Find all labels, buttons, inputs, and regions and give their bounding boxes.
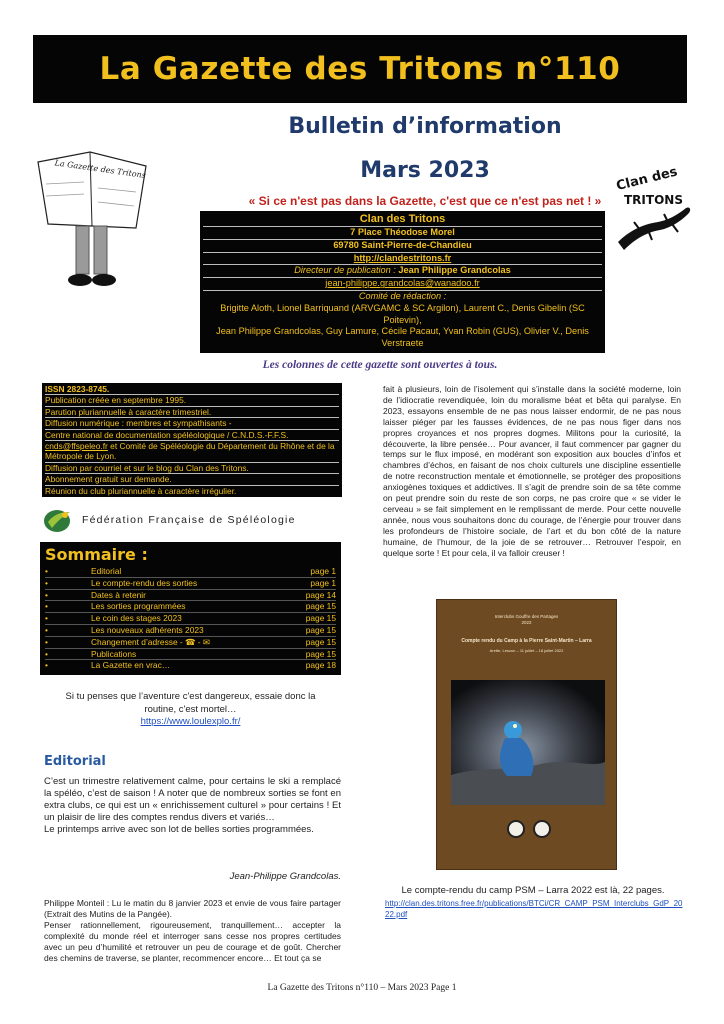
- issn-line: Diffusion numérique : membres et sympathisants -: [45, 418, 339, 429]
- toc-item-page: page 14: [305, 589, 336, 600]
- toc-item-label: Les nouveaux adhérents 2023: [91, 624, 204, 635]
- club-name: Clan des Tritons: [203, 213, 602, 227]
- toc-item-label: La Gazette en vrac…: [91, 660, 171, 671]
- toc-item-page: page 1: [310, 566, 336, 576]
- toc-item-page: page 15: [305, 601, 336, 612]
- toc-item-label: Publications: [91, 648, 137, 659]
- cover-header-line-1: Interclubs Gouffre des Partages: [494, 614, 559, 619]
- ffs-logo-banner: [42, 505, 342, 535]
- toc-item[interactable]: [45, 660, 336, 671]
- toc-title: Sommaire :: [45, 545, 148, 564]
- camp-report-cover[interactable]: [436, 599, 617, 870]
- issn-email-suffix: et Comité de Spéléologie du Département du Rhône et de la Métropole de Lyon.: [45, 441, 335, 462]
- issn-line: Réunion du club pluriannuelle à caractère irrégulier.: [45, 485, 237, 496]
- toc-bullet: •: [45, 660, 48, 671]
- director-label: Directeur de publication :: [294, 265, 396, 276]
- toc-item[interactable]: [45, 649, 336, 661]
- clan-logo-line2: TRITONS: [624, 193, 683, 207]
- adventure-quote: [40, 691, 341, 729]
- toc-bullet: •: [45, 566, 48, 576]
- editorial-signature: Jean-Philippe Grandcolas.: [229, 871, 341, 882]
- issn-line: Publication créée en septembre 1995.: [45, 395, 339, 406]
- right-column-text: fait à plusieurs, loin de l’isolement qui s’installe dans la société moderne, loin de l’idiocratie revendiquée, loin du moralisme béat et bêta qui paralyse. En 2023, essayons ensemble de ne pas nous laisser endormir, de ne pas nous laisser piéger par les fausses évidences, de ne pas nous figer dans nos propres croyances et nos propres dogmes. Militons pour la curiosité, la découverte, la libre pensée… Pour avancer, il faut commencer par gagner du temps sur le flux imposé, en modérant son exposition aux boucles d’infos et chambres d’échos, en faisant de nos choix culturels une discipline essentielle de notre reconstruction mentale et émotionnelle, se protéger des propositions anxiogènes toxiques et addictives. Il s’agit de prendre soin de sa tête comme on peut prendre soin du reste de son corps, ne pas croire que « se vider le cerveau » se fait simplement en le remplissant de merde. Pour cette nouvelle année, nous vous souhaitons donc du courage, de l’énergie pour trouver dans les profondeurs de l’histoire sociale, de l’art et du bon côté de la nature humaine, de l’humour, de la joie de se retrouver… Retrouver l’espoir, en quelque sorte ! Et pour cela, il va falloir creuser !: [383, 384, 681, 558]
- toc-item[interactable]: [45, 578, 336, 590]
- motto: « Si ce n'est pas dans la Gazette, c'est que ce n'est pas net ! »: [248, 194, 602, 208]
- toc-item-label: Changement d’adresse - ☎ - ✉: [91, 636, 210, 647]
- cover-header: [437, 614, 616, 626]
- committee-label: Comité de rédaction :: [358, 290, 447, 301]
- issn-box: [42, 383, 342, 497]
- toc-item-page: page 15: [305, 648, 336, 659]
- cover-pdf-link[interactable]: http://clan.des.tritons.free.fr/publications/BTCi/CR_CAMP_PSM_Interclubs_GdP_2022.pdf: [385, 899, 683, 919]
- badge-icon: [533, 820, 551, 838]
- toc-bullet: •: [45, 648, 48, 659]
- committee-line-1: Brigitte Aloth, Lionel Barriquand (ARVGAMC & SC Argilon), Laurent C., Denis Gibelin (SC Poitevin),: [220, 302, 585, 325]
- toc-item-label: Les sorties programmées: [91, 601, 186, 612]
- editorial-paragraph-2: Le printemps arrive avec son lot de belles sorties programmées.: [44, 824, 314, 835]
- issn-line: Abonnement gratuit sur demande.: [45, 474, 339, 485]
- gazette-logo-text: La Gazette des Tritons: [54, 158, 147, 181]
- loulexplo-link[interactable]: https://www.loulexplo.fr/: [140, 716, 241, 727]
- editorial-heading: Editorial: [44, 754, 106, 769]
- table-of-contents: [40, 542, 341, 675]
- issn-line: Parution pluriannuelle à caractère trimestriel.: [45, 407, 339, 418]
- toc-item-page: page 18: [305, 660, 336, 671]
- club-address-city: 69780 Saint-Pierre-de-Chandieu: [203, 240, 602, 253]
- editorial-paragraph-1: C’est un trimestre relativement calme, pour certains le ski a remplacé la spéléo, c’est de saison ! A noter que de nombreux sorties se font en extra clubs, ce qui est un « enrichissement culturel » pour certains ! Et un plaisir de lire des comptes rendus divers et variés…: [44, 776, 341, 823]
- masthead-title: La Gazette des Tritons n°110: [99, 51, 621, 87]
- publisher-info-box: [200, 211, 605, 353]
- cover-caption: Le compte-rendu du camp PSM – Larra 2022 est là, 22 pages.: [401, 885, 665, 896]
- committee-line-2: Jean Philippe Grandcolas, Guy Lamure, Cécile Pacaut, Yvan Robin (GUS), Olivier V., Denis Verstraete: [216, 326, 589, 349]
- toc-bullet: •: [45, 624, 48, 635]
- ffs-logo-icon: [42, 506, 74, 534]
- toc-item[interactable]: [45, 613, 336, 625]
- issue-date: Mars 2023: [360, 158, 490, 183]
- director-email-link[interactable]: jean-philippe.grandcolas@wanadoo.fr: [203, 278, 602, 291]
- toc-item[interactable]: [45, 566, 336, 578]
- cover-subtitle: Arette, Lescun – 11 juillet – 18 juillet 2022: [489, 648, 564, 653]
- club-address-street: 7 Place Théodose Morel: [203, 227, 602, 240]
- quote-line-1: Si tu penses que l’aventure c'est dangereux, essaie donc la: [65, 691, 316, 702]
- badge-icon: [507, 820, 525, 838]
- toc-item-label: Le compte-rendu des sorties: [91, 577, 198, 588]
- toc-bullet: •: [45, 613, 48, 624]
- director-name: Jean Philippe Grandcolas: [395, 265, 511, 276]
- toc-item-page: page 1: [310, 577, 336, 588]
- toc-bullet: •: [45, 577, 48, 588]
- cover-title: Compte rendu du Camp à la Pierre Saint-Martin – Larra: [461, 638, 592, 644]
- caver-photo-icon: [451, 680, 605, 805]
- clan-tritons-logo-icon: [610, 160, 695, 260]
- toc-bullet: •: [45, 636, 48, 647]
- cnds-email-link[interactable]: cnds@ffspeleo.fr: [45, 441, 108, 452]
- toc-bullet: •: [45, 601, 48, 612]
- club-website-link[interactable]: http://clandestritons.fr: [203, 253, 602, 266]
- gazette-reader-logo-icon: [28, 140, 153, 300]
- cover-badges: [507, 820, 551, 838]
- cover-header-line-2: 2022: [521, 620, 532, 625]
- issn-line: Centre national de documentation spéléologique / C.N.D.S.-F.F.S.: [45, 430, 339, 441]
- ffs-name: Fédération Française de Spéléologie: [82, 514, 296, 526]
- issn-line: Diffusion par courriel et sur le blog du Clan des Tritons.: [45, 463, 339, 474]
- toc-item[interactable]: [45, 590, 336, 602]
- toc-item-page: page 15: [305, 624, 336, 635]
- issn-number: ISSN 2823-8745.: [45, 384, 339, 395]
- toc-item[interactable]: [45, 637, 336, 649]
- page-footer: La Gazette des Tritons n°110 – Mars 2023 Page 1: [267, 983, 457, 993]
- toc-item-label: Dates à retenir: [91, 589, 146, 600]
- toc-item-label: Le coin des stages 2023: [91, 613, 182, 624]
- toc-item-page: page 15: [305, 636, 336, 647]
- quote-line-2: routine, c'est mortel…: [144, 703, 237, 715]
- open-columns-note: Les colonnes de cette gazette sont ouvertes à tous.: [262, 359, 498, 371]
- toc-item-label: Editorial: [91, 566, 122, 576]
- toc-item[interactable]: [45, 625, 336, 637]
- monteil-text: Philippe Monteil : Lu le matin du 8 janvier 2023 et envie de vous faire partager (Extrait des Mutins de la Pangée). Penser rationnellement, rigoureusement, tranquillement… accepter la complexité du monde réel et interroger sans cesse nos propres certitudes avec un peu d’humilité et retrouver un peu de courage et de goût. Chercher des chemins de traverse, se planter, recommencer encore… Et tout ça se: [44, 898, 341, 963]
- toc-item[interactable]: [45, 601, 336, 613]
- clan-logo-line1: Clan des: [614, 164, 680, 195]
- masthead-banner: [33, 35, 687, 103]
- editorial-body: [44, 776, 341, 836]
- toc-item-page: page 15: [305, 613, 336, 624]
- bulletin-subtitle: Bulletin d’information: [288, 114, 562, 139]
- toc-bullet: •: [45, 589, 48, 600]
